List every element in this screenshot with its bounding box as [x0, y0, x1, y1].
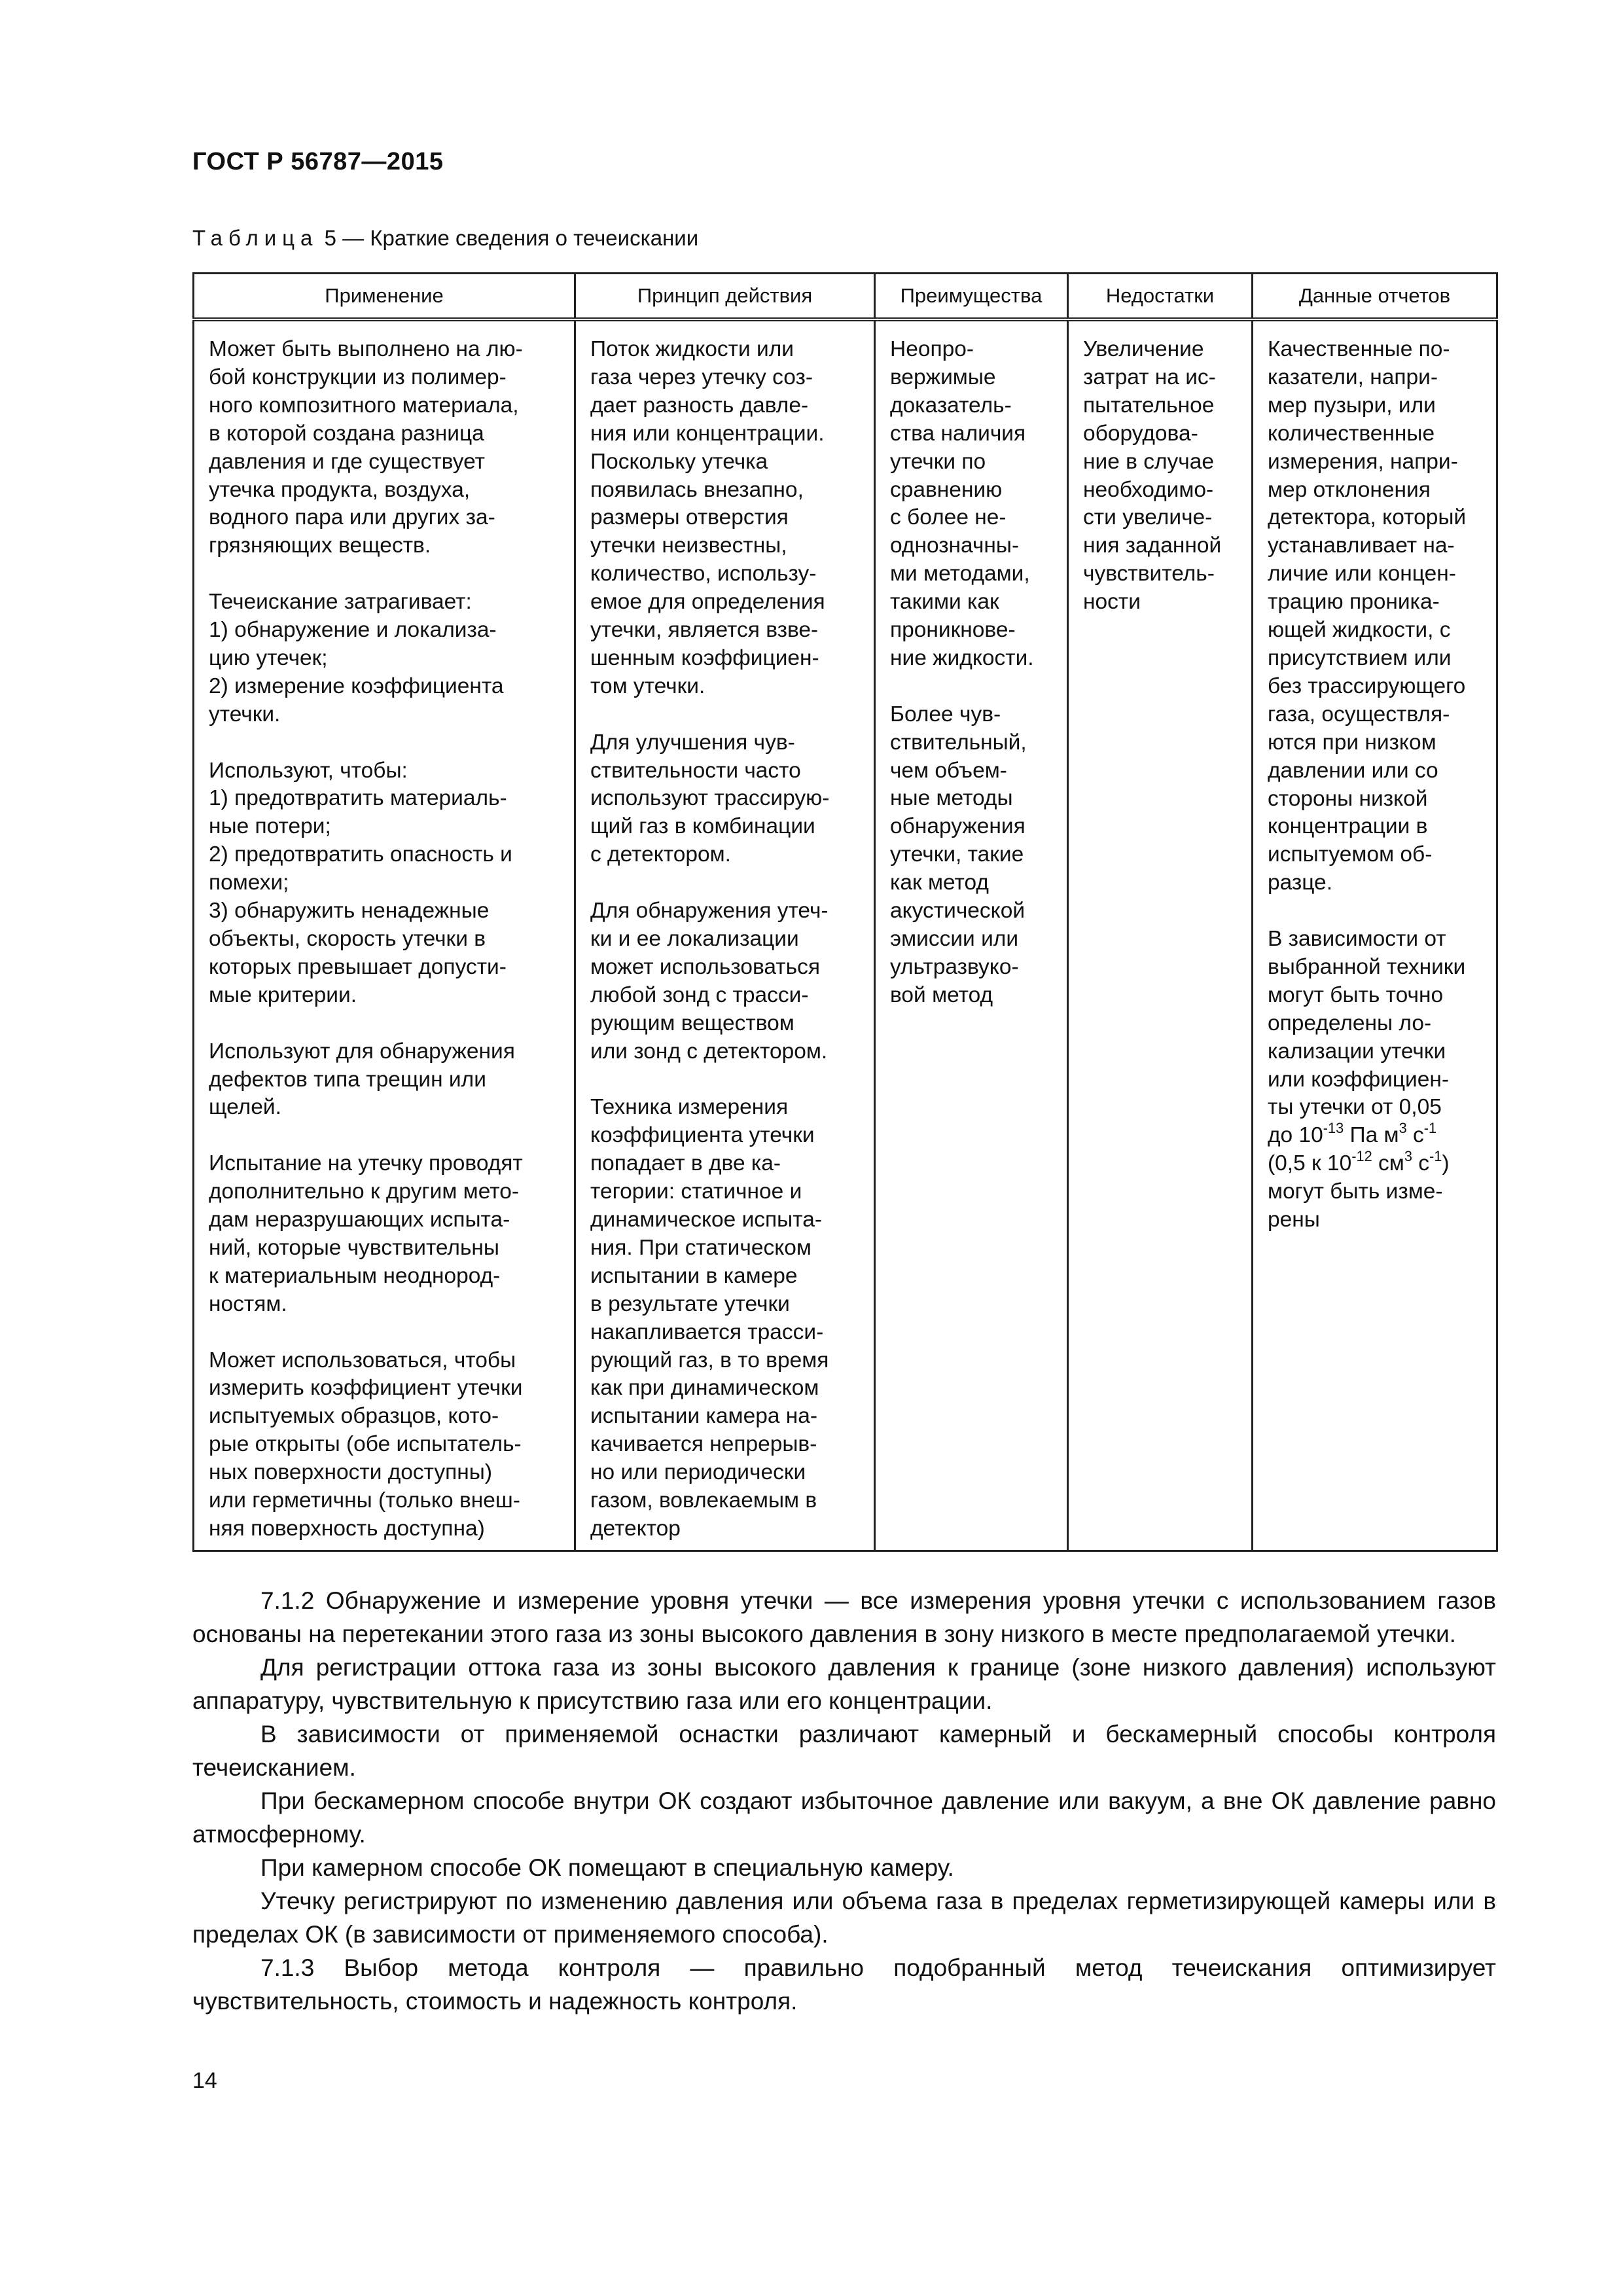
table-caption	[192, 226, 698, 251]
table-caption-text: — Краткие сведения о течеискании	[342, 226, 699, 250]
cell-paragraph: Может быть выполнено на лю- бой конструкции из полимер- ного композитного материала, в которой создана разница давления и где существует утечка продукта, воздуха, водного пара или других за- грязняющих веществ.	[209, 337, 523, 558]
unit-text: Па м	[1344, 1123, 1399, 1148]
body-paragraph: 7.1.3 Выбор метода контроля — правильно подобранный метод течеискания оптимизирует чувствительность, стоимость и надежность контроля.	[192, 1954, 1496, 2015]
table-caption-label: Таблица	[192, 226, 319, 250]
leak-testing-table	[192, 272, 1498, 1552]
cell-paragraph: Испытание на утечку проводят дополнительно к другим мето- дам неразрушающих испыта- ний, которые чувствительны к материальным неоднород- ностям.	[209, 1151, 523, 1316]
page-number: 14	[192, 2068, 217, 2093]
cell-paragraph: Увеличение затрат на ис- пытательное оборудова- ние в случае необходимо- сти увеличе- ния заданной чувствитель- ности	[1083, 337, 1222, 615]
cell-principle	[575, 319, 875, 1551]
range-intro: В зависимости от выбранной техники могут быть точно определены ло- кализации утечки или коэффициен- ты утечки от 0,05	[1268, 927, 1466, 1120]
cell-report-data	[1253, 319, 1497, 1551]
table-row	[194, 319, 1497, 1551]
cell-paragraph: Используют для обнаружения дефектов типа трещин или щелей.	[209, 1039, 515, 1120]
cell-paragraph: Используют, чтобы: 1) предотвратить материаль- ные потери; 2) предотвратить опасность и помехи; 3) обнаружить ненадежные объекты, скорость утечки в которых превышает допусти- мые критерии.	[209, 758, 512, 1007]
exponent: 3	[1404, 1147, 1412, 1164]
range-alt: (0,5 к 10	[1268, 1151, 1352, 1176]
cell-disadvantages	[1068, 319, 1253, 1551]
exponent: -1	[1429, 1147, 1442, 1164]
standard-header: ГОСТ Р 56787—2015	[192, 148, 444, 175]
body-paragraph: При бескамерном способе внутри ОК создают избыточное давление или вакуум, а вне ОК давление равно атмосферному.	[192, 1787, 1496, 1848]
range-start: до 10	[1268, 1123, 1323, 1148]
cell-paragraph: Течеискание затрагивает: 1) обнаружение и локализа- цию утечек; 2) измерение коэффициента утечки.	[209, 590, 504, 726]
exponent: 3	[1399, 1120, 1407, 1137]
cell-paragraph: Техника измерения коэффициента утечки попадает в две ка- тегории: статичное и динамическое испыта- ния. При статическом испытании в камере в результате утечки накапливается трасси- рующий газ, в то время как при динамическом испытании камера на- качивается непрерыв- но или периодически газом, вовлекаемым в детектор	[590, 1095, 829, 1541]
column-header-advantages: Преимущества	[875, 274, 1068, 320]
body-text	[192, 1584, 1496, 2018]
cell-paragraph: Может использоваться, чтобы измерить коэффициент утечки испытуемых образцов, кото- рые открыты (обе испытатель- ных поверхности доступны) или герметичны (только внеш- няя поверхность доступна)	[209, 1348, 523, 1541]
body-paragraph: Утечку регистрируют по изменению давления или объема газа в пределах герметизирующей камеры или в пределах ОК (в зависимости от применяемого способа).	[192, 1888, 1496, 1948]
body-paragraph: При камерном способе ОК помещают в специальную камеру.	[260, 1854, 954, 1881]
column-header-principle: Принцип действия	[575, 274, 875, 320]
cell-paragraph: Поток жидкости или газа через утечку соз- дает разность давле- ния или концентрации. Поскольку утечка появилась внезапно, размеры отверстия утечки неизвестны, количество, использу- емое для определения утечки, является взве- шенным коэффициен- том утечки.	[590, 337, 825, 698]
body-paragraph: 7.1.2 Обнаружение и измерение уровня утечки — все измерения уровня утечки с использованием газов основаны на перетекании этого газа из зоны высокого давления в зону низкого в месте предполагаемой утечки.	[192, 1587, 1496, 1647]
cell-application	[194, 319, 575, 1551]
body-paragraph: Для регистрации оттока газа из зоны высокого давления к границе (зоне низкого давления) используют аппаратуру, чувствительную к присутствию газа или его концентрации.	[192, 1654, 1496, 1714]
cell-advantages	[875, 319, 1068, 1551]
cell-paragraph: Качественные по- казатели, напри- мер пузыри, или количественные измерения, напри- мер отклонения детектора, который устанавливает на- личие или концен- трацию проника- ющей жидкости, с присутствием или без трассирующего газа, осуществля- ются при низком давлении или со стороны низкой концентрации в испытуемом об- разце.	[1268, 337, 1467, 895]
cell-paragraph: Неопро- вержимые доказатель- ства наличия утечки по сравнению с более не- однозначны- ми методами, такими как проникнове- ние жидкости.	[890, 337, 1034, 670]
cell-paragraph: Для обнаружения утеч- ки и ее локализации может использоваться любой зонд с трасси- рующим веществом или зонд с детектором.	[590, 899, 829, 1064]
column-header-disadvantages: Недостатки	[1068, 274, 1253, 320]
column-header-report-data: Данные отчетов	[1253, 274, 1497, 320]
exponent: -13	[1323, 1120, 1344, 1137]
exponent: -1	[1423, 1120, 1437, 1137]
column-header-application: Применение	[194, 274, 575, 320]
exponent: -12	[1351, 1147, 1372, 1164]
range-end: могут быть изме- рены	[1268, 1179, 1443, 1232]
cell-paragraph: Более чув- ствительный, чем объем- ные методы обнаружения утечки, такие как метод акустической эмиссии или ультразвуко- вой метод	[890, 702, 1027, 1007]
body-paragraph: В зависимости от применяемой оснастки различают камерный и бескамерный способы контроля течеисканием.	[192, 1721, 1496, 1781]
unit-text: с	[1412, 1151, 1429, 1176]
table-caption-number: 5	[324, 226, 336, 250]
table-header-row	[194, 274, 1497, 320]
unit-text: )	[1442, 1151, 1450, 1176]
cell-paragraph: Для улучшения чув- ствительности часто используют трассирую- щий газ в комбинации с детектором.	[590, 730, 830, 867]
unit-text: см	[1372, 1151, 1404, 1176]
unit-text: с	[1406, 1123, 1424, 1148]
cell-paragraph-range	[1268, 925, 1488, 1234]
